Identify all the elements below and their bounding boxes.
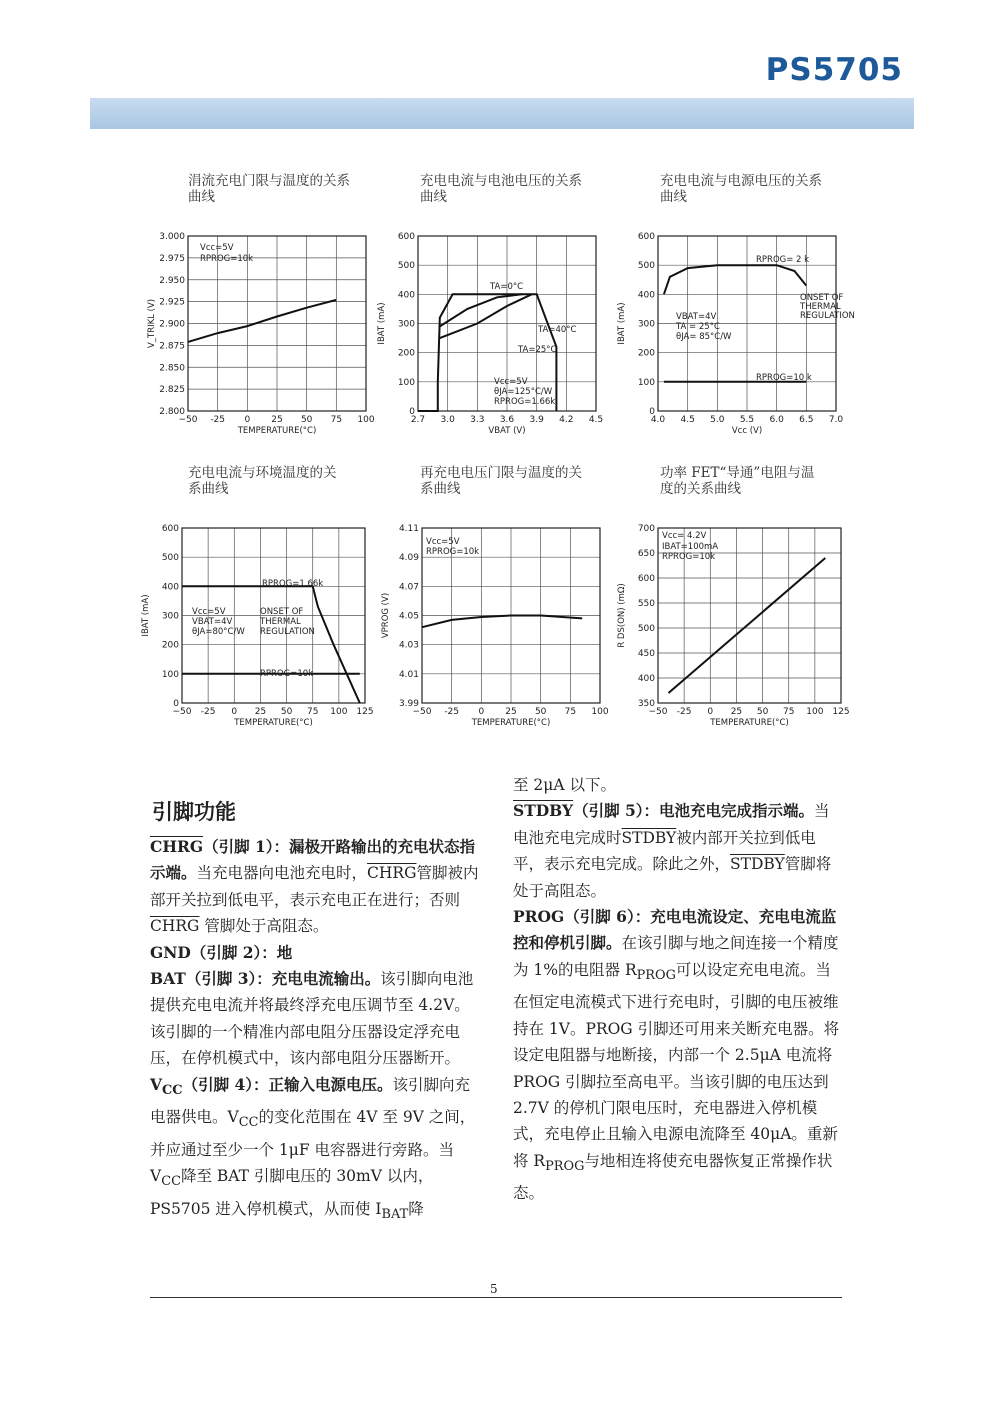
x-tick-label: −50: [648, 707, 668, 717]
y-tick-label: 350: [637, 699, 655, 709]
chart-trickle-threshold-vs-temperature: [140, 228, 380, 440]
chart-annotation: RPROG=10k: [200, 254, 254, 264]
chart-annotation: THERMAL: [800, 302, 841, 312]
chart-annotation: θJA= 85°C/W: [676, 332, 732, 342]
y-tick-label: 4.05: [398, 611, 419, 622]
x-tick-label: 50: [300, 415, 313, 425]
caption-2: 充电电流与电池电压的关系 曲线: [420, 173, 582, 205]
chart-annotation: θJA=80°C/W: [192, 627, 245, 637]
pin2-gnd: GND（引脚 2）：地: [150, 942, 293, 962]
left-column: [150, 834, 480, 1228]
y-axis-label: V_TRIKL (V): [147, 298, 157, 349]
x-axis-label: VBAT (V): [488, 426, 526, 436]
x-tick-label: 50: [534, 707, 547, 717]
caption-5: 再充电电压门限与温度的关 系曲线: [420, 465, 582, 497]
chart-charge-current-vs-ambient-temperature: [140, 520, 380, 734]
chart-annotation: RPROG= 2 k: [756, 255, 810, 265]
chart-annotation: θJA=125°C/W: [494, 387, 553, 397]
y-tick-label: 600: [637, 232, 655, 242]
y-tick-label: 500: [637, 624, 655, 634]
chart-annotation: VBAT=4V: [192, 617, 233, 627]
y-tick-label: 4.07: [398, 582, 419, 593]
x-axis-label: TEMPERATURE(°C): [471, 718, 551, 728]
x-tick-label: -25: [444, 707, 460, 717]
chart-annotation: Vcc=5V: [192, 607, 226, 617]
chart-annotation: VBAT=4V: [676, 312, 717, 322]
caption-6: 功率 FET“导通”电阻与温 度的关系曲线: [660, 465, 815, 497]
x-tick-label: 100: [591, 707, 609, 717]
y-tick-label: 4.11: [398, 524, 419, 534]
y-tick-label: 2.950: [159, 275, 185, 286]
y-tick-label: 550: [637, 599, 655, 609]
page-number: 5: [490, 1282, 498, 1296]
chart-annotation: Vcc= 4.2V: [662, 531, 707, 541]
x-tick-label: 0: [231, 707, 238, 717]
x-tick-label: 2.7: [410, 415, 426, 425]
y-tick-label: 400: [397, 290, 415, 301]
x-tick-label: 3.6: [499, 415, 515, 425]
chart-annotation: RPROG=10k: [426, 547, 480, 557]
series-line-rprog-2k: [664, 265, 806, 294]
y-tick-label: 2.875: [159, 341, 185, 352]
x-axis-label: Vcc (V): [731, 426, 763, 436]
x-axis-label: TEMPERATURE(°C): [710, 718, 789, 728]
y-tick-label: 4.01: [398, 669, 419, 680]
x-tick-label: 0: [707, 707, 714, 717]
x-tick-label: 3.0: [440, 415, 455, 425]
x-tick-label: 7.0: [828, 415, 844, 425]
y-tick-label: 2.800: [159, 407, 185, 417]
chart-annotation: Vcc=5V: [494, 377, 528, 387]
x-axis-label: TEMPERATURE(°C): [234, 718, 313, 728]
x-tick-label: 50: [280, 707, 293, 717]
pin1-chrg: CHRG（引脚 1）：漏极开路输出的充电状态指示端。当充电器向电池充电时，CHRG管脚被内部开关拉到低电平，表示充电正在进行；否则CHRG 管脚处于高阻态。: [150, 837, 479, 936]
x-tick-label: 50: [756, 707, 769, 717]
y-tick-label: 0: [173, 699, 179, 709]
x-tick-label: 25: [505, 707, 517, 717]
x-tick-label: 25: [730, 707, 743, 717]
x-tick-label: 25: [254, 707, 267, 717]
header-band: [90, 98, 914, 129]
caption-3: 充电电流与电源电压的关系 曲线: [660, 173, 822, 205]
y-tick-label: 500: [637, 261, 655, 272]
x-tick-label: 0: [478, 707, 485, 717]
y-tick-label: 3.000: [159, 232, 185, 242]
y-tick-label: 2.925: [159, 297, 185, 308]
y-tick-label: 200: [161, 640, 179, 651]
x-tick-label: 125: [356, 707, 374, 717]
x-tick-label: 100: [806, 707, 824, 717]
chart-annotation: TA = 25°C: [676, 322, 720, 332]
x-tick-label: 4.0: [650, 415, 666, 425]
x-tick-label: −50: [412, 707, 432, 717]
y-tick-label: 2.900: [159, 319, 185, 330]
y-tick-label: 200: [397, 348, 415, 359]
chart-annotation: REGULATION: [260, 627, 315, 637]
chart-annotation: Vcc=5V: [200, 243, 234, 253]
chart-recharge-threshold-vs-temperature: [380, 520, 620, 734]
x-tick-label: 100: [357, 415, 375, 425]
section-heading: 引脚功能: [152, 800, 236, 824]
caption-4: 充电电流与环境温度的关 系曲线: [188, 465, 337, 497]
x-tick-label: 75: [782, 707, 795, 717]
x-tick-label: -25: [200, 707, 216, 717]
pin4-vcc: $V_{CC}$（引脚 4）：正输入电源电压。该引脚向充电器供电。$V_{CC}$的变化范围在 4V 至 9V 之间，并应通过至少一个 1μF 电容器进行旁路。当 $V_{CC}$降至 BAT 引脚电压的 30mV 以内，PS5705 进入停机模式，从而使 $I_{BAT}$降: [150, 1074, 476, 1222]
doc-title: PS5705: [765, 52, 903, 88]
y-tick-label: 300: [397, 319, 415, 330]
x-tick-label: 125: [832, 707, 850, 717]
chart-annotation: RPROG=10k: [260, 669, 314, 679]
x-tick-label: 25: [271, 415, 283, 425]
x-tick-label: -25: [210, 415, 226, 425]
x-tick-label: 4.2: [559, 415, 574, 425]
y-tick-label: 0: [409, 407, 415, 417]
y-tick-label: 100: [161, 669, 179, 680]
chart-annotation: RPROG=10 k: [756, 373, 812, 383]
x-tick-label: 100: [330, 707, 348, 717]
chart-annotation: TA=40°C: [538, 325, 577, 335]
chart-annotation: RPROG=1.66k: [262, 579, 324, 589]
y-tick-label: 700: [637, 524, 655, 534]
x-tick-label: −50: [178, 415, 198, 425]
x-tick-label: 75: [306, 707, 319, 717]
y-tick-label: 3.99: [398, 699, 419, 709]
chart-charge-current-vs-supply-voltage: [617, 228, 855, 440]
chart-annotation: RPROG=10k: [662, 552, 716, 562]
chart-fet-on-resistance-vs-temperature: [617, 520, 850, 734]
y-tick-label: 300: [637, 319, 655, 330]
y-tick-label: 650: [637, 549, 655, 559]
chart-annotation: TA=25°C: [518, 345, 557, 355]
y-tick-label: 400: [637, 290, 655, 301]
x-tick-label: 0: [244, 415, 251, 425]
x-tick-label: 4.5: [588, 415, 604, 425]
chart-annotation: ONSET OF: [260, 607, 304, 617]
x-tick-label: 6.5: [799, 415, 814, 425]
y-tick-label: 600: [397, 232, 415, 242]
y-axis-label: IBAT (mA): [141, 594, 151, 637]
x-tick-label: 75: [330, 415, 343, 425]
y-tick-label: 2.850: [159, 363, 185, 374]
series-line-vprog: [422, 616, 582, 628]
y-tick-label: 0: [649, 407, 655, 417]
x-tick-label: 6.0: [769, 415, 784, 425]
x-tick-label: 4.5: [680, 415, 695, 425]
y-tick-label: 600: [637, 574, 655, 584]
right-column: [513, 772, 843, 1207]
chart-annotation: TA=0°C: [490, 282, 524, 292]
y-tick-label: 4.09: [398, 553, 419, 564]
chart-annotation: THERMAL: [260, 617, 301, 627]
y-tick-label: 450: [637, 649, 655, 659]
pin6-prog: PROG（引脚 6）：充电电流设定、充电电流监控和停机引脚。在该引脚与地之间连接一个精度为 1%的电阻器 $R_{PROG}$可以设定充电电流。当在恒定电流模式下进行充电时，引脚的电压被维持在 1V。PROG 引脚还可用来关断充电器。将设定电阻器与地断接，内部一个 2.5μA 电流将 PROG 引脚拉至高电平。当该引脚的电压达到 2.7V 的停机门限电压时，充电器进入停机模式，充电停止且输入电源电流降至 40μA。重新将 $R_{PROG}$与地相连将使充电器恢复正常操作状态。: [513, 907, 840, 1203]
chart-charge-current-vs-battery-voltage: [377, 228, 620, 440]
y-axis-label: VPROG (V): [381, 592, 391, 639]
y-axis-label: R DS(ON) (mΩ): [617, 583, 627, 648]
chart-annotation: Vcc=5V: [426, 537, 460, 547]
x-tick-label: −50: [172, 707, 192, 717]
y-tick-label: 500: [397, 261, 415, 272]
y-axis-label: IBAT (mA): [617, 302, 627, 345]
chart-annotation: RPROG=1.66k: [494, 397, 556, 407]
chart-annotation: ONSET OF: [800, 293, 844, 303]
x-tick-label: 3.9: [529, 415, 544, 425]
y-tick-label: 100: [397, 377, 415, 388]
footer-rule: [150, 1297, 842, 1298]
y-tick-label: 400: [161, 582, 179, 593]
x-tick-label: -25: [676, 707, 692, 717]
y-tick-label: 500: [161, 553, 179, 564]
y-tick-label: 2.975: [159, 253, 185, 264]
pin4-continued: 至 2μA 以下。: [513, 776, 616, 794]
y-tick-label: 100: [637, 377, 655, 388]
y-tick-label: 600: [161, 524, 179, 534]
y-tick-label: 4.03: [398, 640, 419, 651]
pin5-stdby: STDBY（引脚 5）：电池充电完成指示端。当电池充电完成时STDBY被内部开关拉到低电平，表示充电完成。除此之外，STDBY管脚将处于高阻态。: [513, 801, 832, 900]
y-tick-label: 2.825: [159, 385, 185, 396]
x-tick-label: 3.3: [470, 415, 485, 425]
x-tick-label: 5.5: [739, 415, 755, 425]
chart-annotation: REGULATION: [800, 311, 855, 321]
y-axis-label: IBAT (mA): [377, 302, 387, 345]
y-tick-label: 200: [637, 348, 655, 359]
series-line-v-trikl: [188, 300, 336, 342]
y-tick-label: 400: [637, 674, 655, 684]
chart-annotation: IBAT=100mA: [662, 542, 719, 552]
pin3-bat: BAT（引脚 3）：充电电流输出。该引脚向电池提供充电电流并将最终浮充电压调节至 4.2V。该引脚的一个精准内部电阻分压器设定浮充电压，在停机模式中，该内部电阻分压器断开。: [150, 969, 474, 1068]
x-tick-label: 5.0: [710, 415, 725, 425]
x-tick-label: 75: [564, 707, 577, 717]
y-tick-label: 300: [161, 611, 179, 622]
x-axis-label: TEMPERATURE(°C): [237, 426, 317, 436]
caption-1: 涓流充电门限与温度的关系 曲线: [188, 173, 350, 205]
